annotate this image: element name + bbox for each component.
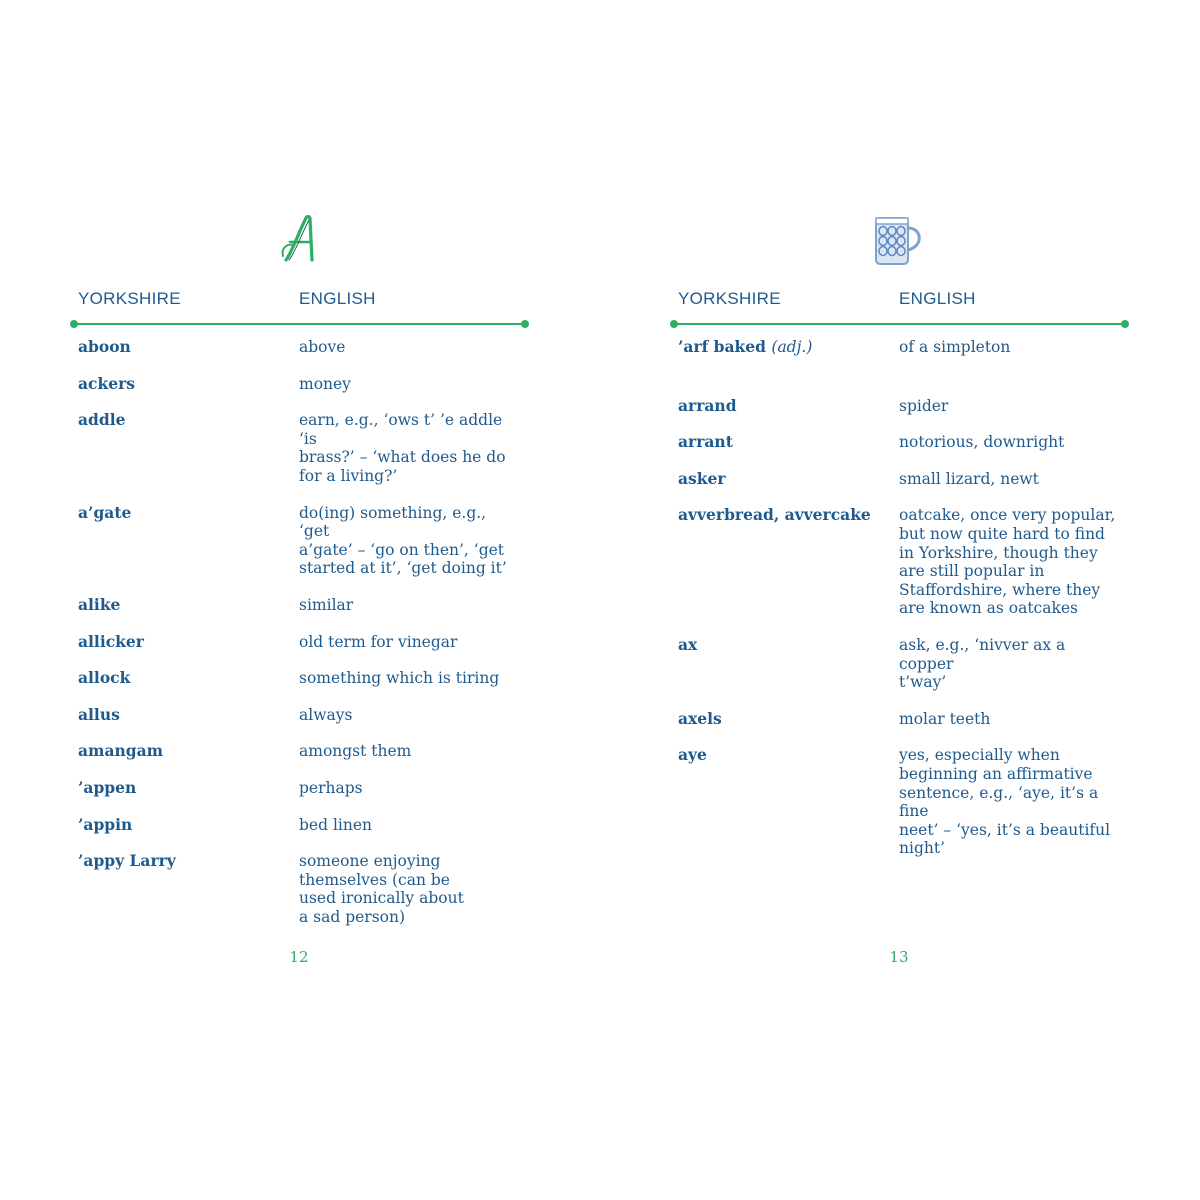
yorkshire-term [678, 397, 888, 416]
english-gloss: molar teeth [899, 709, 991, 728]
yorkshire-term [78, 338, 288, 357]
term-text: alike [78, 594, 121, 614]
term-text: avverbread, avvercake [678, 505, 871, 525]
english-gloss: something which is tiring [299, 669, 500, 688]
term-text: arrant [678, 432, 733, 452]
glossary-entry [600, 397, 1200, 416]
term-text: ’appy Larry [78, 851, 176, 871]
english-gloss: yes, especially when beginning an affirmative sentence, e.g., ‘aye, it’s a fine neet’ – ‘yes, it’s a beautiful night’ [899, 746, 1111, 858]
right-page [600, 0, 1200, 1200]
glossary-entry [0, 596, 600, 615]
column-header-yorkshire: YORKSHIRE [678, 289, 781, 308]
yorkshire-term [78, 779, 288, 798]
yorkshire-term [78, 816, 288, 835]
yorkshire-term [78, 375, 288, 394]
english-gloss: similar [299, 595, 354, 614]
term-text: ’arf baked [678, 337, 772, 356]
english-gloss: amongst them [299, 742, 412, 761]
yorkshire-term [78, 742, 288, 761]
term-text: amangam [78, 741, 164, 761]
term-text: ackers [78, 373, 135, 393]
term-text: allicker [78, 631, 144, 651]
term-text: allock [78, 668, 131, 688]
english-gloss: someone enjoying themselves (can be used ironically about a sad person) [299, 852, 464, 926]
term-text: ax [678, 634, 698, 654]
term-text: allus [78, 704, 120, 724]
yorkshire-term [678, 338, 888, 357]
column-header-yorkshire: YORKSHIRE [78, 289, 181, 308]
glossary-entry [0, 633, 600, 652]
glossary-entry [0, 852, 600, 926]
glossary-entry [600, 506, 1200, 618]
glossary-entry [0, 411, 600, 485]
glossary-entry [0, 779, 600, 798]
english-gloss: of a simpleton [899, 338, 1011, 356]
header-divider [74, 323, 525, 325]
yorkshire-term [78, 669, 288, 688]
glossary-entry [600, 338, 1200, 357]
english-gloss: perhaps [299, 778, 363, 797]
glossary-entry [0, 338, 600, 357]
english-gloss: above [299, 338, 346, 356]
term-text: ’appen [78, 777, 137, 797]
english-gloss: notorious, downright [899, 433, 1065, 452]
yorkshire-term [678, 636, 888, 655]
english-gloss: spider [899, 396, 949, 415]
english-gloss: old term for vinegar [299, 632, 458, 651]
glossary-entry [0, 504, 600, 578]
yorkshire-term [78, 633, 288, 652]
english-gloss: money [299, 374, 351, 393]
entry-list [600, 338, 1200, 858]
yorkshire-term [78, 852, 288, 871]
term-text: arrand [678, 395, 737, 415]
english-gloss: oatcake, once very popular, but now quite hard to find in Yorkshire, though they are still popular in Staffordshire, where they are known as oatcakes [899, 506, 1116, 618]
letter-a-icon [280, 212, 320, 268]
term-text: aye [678, 745, 707, 765]
header-divider [674, 323, 1125, 325]
yorkshire-term [678, 433, 888, 452]
term-text: axels [678, 708, 722, 728]
english-gloss: small lizard, newt [899, 469, 1039, 488]
english-gloss: ask, e.g., ‘nivver ax a copper t’way’ [899, 635, 1066, 692]
english-gloss: earn, e.g., ‘ows t’ ’e addle ‘is brass?’ – ‘what does he do for a living?’ [299, 411, 506, 485]
glossary-entry [600, 636, 1200, 692]
column-header-english: ENGLISH [899, 289, 976, 308]
english-gloss: bed linen [299, 815, 372, 834]
glossary-entry [0, 816, 600, 835]
yorkshire-term [678, 506, 888, 525]
yorkshire-term [78, 706, 288, 725]
yorkshire-term [78, 411, 288, 430]
glossary-entry [0, 742, 600, 761]
glossary-entry [600, 470, 1200, 489]
column-header-english: ENGLISH [299, 289, 376, 308]
yorkshire-term [678, 746, 888, 765]
english-gloss: always [299, 705, 353, 724]
part-of-speech: (adj.) [771, 338, 813, 356]
page-number: 12 [289, 948, 309, 966]
yorkshire-term [78, 504, 288, 523]
entry-list [0, 338, 600, 926]
glossary-entry [0, 706, 600, 725]
term-text: ’appin [78, 814, 133, 834]
glossary-entry [600, 746, 1200, 858]
term-text: a’gate [78, 502, 132, 522]
glossary-entry [0, 669, 600, 688]
yorkshire-term [678, 470, 888, 489]
page-number: 13 [889, 948, 909, 966]
beer-mug-icon [870, 212, 926, 272]
yorkshire-term [678, 710, 888, 729]
yorkshire-term [78, 596, 288, 615]
glossary-entry [600, 710, 1200, 729]
english-gloss: do(ing) something, e.g., ‘get a’gate’ – ‘go on then’, ‘get started at it’, ‘get doing it’ [299, 503, 507, 578]
term-text: addle [78, 410, 126, 430]
glossary-entry [600, 433, 1200, 452]
term-text: asker [678, 468, 726, 488]
glossary-entry [0, 375, 600, 394]
term-text: aboon [78, 337, 131, 356]
